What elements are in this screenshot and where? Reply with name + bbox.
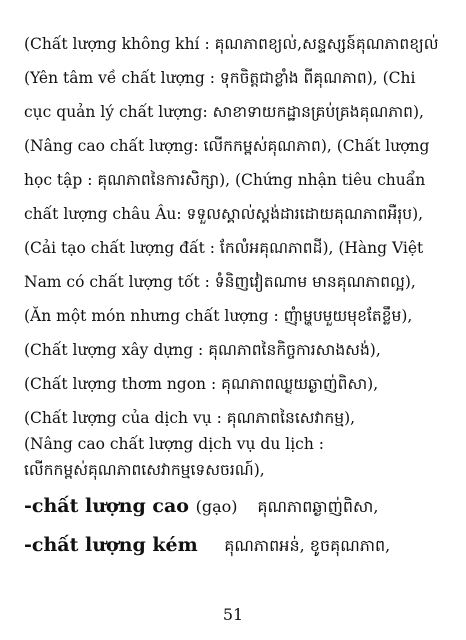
text-line-7: (Cải tạo chất lượng đất : កែលំអគុណភាពដី), (Hàng Việt	[24, 239, 424, 257]
text-line-4: (Nâng cao chất lượng: លើកកម្ពស់គុណភាព), (Chất lượng	[24, 137, 430, 155]
text-line-14: លើកកម្ពស់គុណភាពសេវាកម្មទេសចរណ៍),	[24, 461, 265, 479]
text-line-8: Nam có chất lượng tốt : ទំនិញវៀតណាម មានគុណភាពល្អ),	[24, 273, 416, 291]
entry-pronunciation: (gạo)	[195, 497, 238, 516]
page-number: 51	[222, 605, 244, 624]
text-line-10: (Chất lượng xây dựng : គុណភាពនៃកិច្ចការសាងសង់),	[24, 341, 381, 359]
text-line-1: (Chất lượng không khí : គុណភាពខ្យល់,សន្ទស្សន៍គុណភាពខ្យល់	[24, 35, 439, 53]
entry-low-quality	[24, 533, 446, 558]
text-line-12: (Chất lượng của dịch vụ : គុណភាពនៃសេវាកម្ម),	[24, 409, 356, 427]
text-line-2: (Yên tâm về chất lượng : ទុកចិត្តជាខ្លាំង ពីគុណភាព), (Chi	[24, 69, 416, 87]
entry-meaning: គុណភាពអន់, ខូចគុណភាព,	[224, 536, 391, 555]
text-line-5: học tập : គុណភាពនៃការសិក្សា), (Chứng nhận tiêu chuẩn	[24, 171, 426, 189]
text-line-13: (Nâng cao chất lượng dịch vụ du lịch :	[24, 435, 324, 453]
entry-term: -chất lượng kém	[24, 534, 198, 556]
text-line-3: cục quản lý chất lượng: សាខាទាយកដ្ឋានគ្រប់គ្រងគុណភាព),	[24, 103, 424, 121]
entry-meaning: គុណភាពឆ្ងាញ់ពិសា,	[257, 497, 379, 516]
entry-high-quality	[24, 494, 446, 519]
text-line-6: chất lượng châu Âu: ទទួលស្គាល់ស្តង់ដារដោយគុណភាពអឺរុប),	[24, 205, 424, 223]
text-line-11: (Chất lượng thơm ngon : គុណភាពឈ្ងុយឆ្ងាញ់ពិសា),	[24, 375, 379, 393]
entry-term: -chất lượng cao	[24, 495, 189, 517]
text-line-9: (Ăn một món nhưng chất lượng : ញុំាម្ហូបមួយមុខតែខ្លឹម),	[24, 307, 413, 325]
